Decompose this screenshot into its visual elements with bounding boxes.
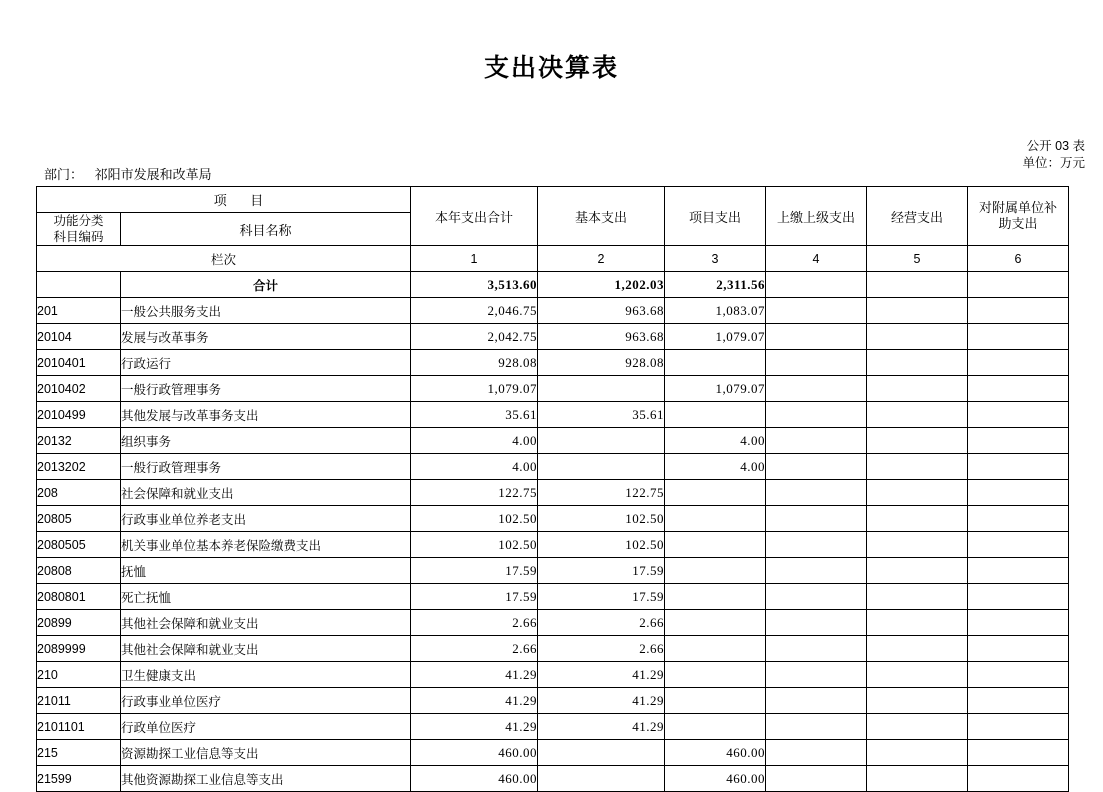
cell-function-code: 21599 (37, 766, 121, 792)
table-row (37, 662, 1069, 688)
cell-total: 41.29 (411, 688, 538, 714)
cell-project (665, 350, 766, 376)
cell-basic: 2.66 (538, 610, 665, 636)
rank-label: 栏次 (37, 246, 411, 272)
cell-remit-upper (766, 610, 867, 636)
cell-function-code: 20104 (37, 324, 121, 350)
table-row (37, 454, 1069, 480)
cell-project (665, 610, 766, 636)
cell-remit-upper (766, 636, 867, 662)
cell-subsidy (968, 766, 1069, 792)
cell-operating (867, 376, 968, 402)
table-row (37, 272, 1069, 298)
cell-total: 2,046.75 (411, 298, 538, 324)
table-row (37, 480, 1069, 506)
cell-operating (867, 610, 968, 636)
cell-operating (867, 740, 968, 766)
cell-operating (867, 714, 968, 740)
cell-function-code: 2010499 (37, 402, 121, 428)
cell-subject-name: 组织事务 (121, 428, 411, 454)
cell-basic (538, 740, 665, 766)
table-row (37, 298, 1069, 324)
table-row (37, 740, 1069, 766)
cell-subsidy (968, 610, 1069, 636)
table-row (37, 350, 1069, 376)
cell-function-code: 208 (37, 480, 121, 506)
cell-subject-name: 合计 (121, 272, 411, 298)
cell-remit-upper (766, 454, 867, 480)
header-col-function-code (37, 213, 121, 246)
cell-project (665, 480, 766, 506)
cell-basic: 17.59 (538, 584, 665, 610)
cell-function-code: 210 (37, 662, 121, 688)
cell-subsidy (968, 350, 1069, 376)
form-number: 公开 03 表 (1026, 139, 1085, 153)
cell-total: 460.00 (411, 740, 538, 766)
table-row (37, 532, 1069, 558)
cell-subsidy (968, 688, 1069, 714)
cell-function-code (37, 272, 121, 298)
cell-subject-name: 一般行政管理事务 (121, 454, 411, 480)
cell-operating (867, 454, 968, 480)
cell-subsidy (968, 480, 1069, 506)
cell-total: 2,042.75 (411, 324, 538, 350)
cell-subject-name: 其他资源勘探工业信息等支出 (121, 766, 411, 792)
cell-operating (867, 766, 968, 792)
cell-subject-name: 死亡抚恤 (121, 584, 411, 610)
cell-total: 4.00 (411, 428, 538, 454)
cell-remit-upper (766, 298, 867, 324)
cell-subject-name: 其他社会保障和就业支出 (121, 610, 411, 636)
cell-remit-upper (766, 584, 867, 610)
department-value: 祁阳市发展和改革局 (94, 167, 212, 182)
cell-basic: 963.68 (538, 298, 665, 324)
cell-subject-name: 卫生健康支出 (121, 662, 411, 688)
header-col-total: 本年支出合计 (411, 187, 538, 246)
cell-project: 4.00 (665, 454, 766, 480)
table-row (37, 558, 1069, 584)
cell-subject-name: 抚恤 (121, 558, 411, 584)
cell-basic: 41.29 (538, 714, 665, 740)
table-row (37, 766, 1069, 792)
expenditure-final-accounts-table (36, 186, 1069, 792)
cell-project: 460.00 (665, 740, 766, 766)
cell-total: 3,513.60 (411, 272, 538, 298)
cell-project: 4.00 (665, 428, 766, 454)
cell-basic (538, 766, 665, 792)
cell-remit-upper (766, 714, 867, 740)
cell-total: 41.29 (411, 662, 538, 688)
cell-total: 2.66 (411, 610, 538, 636)
cell-remit-upper (766, 428, 867, 454)
rank-2: 2 (538, 246, 665, 272)
table-row (37, 506, 1069, 532)
cell-total: 17.59 (411, 558, 538, 584)
cell-total: 928.08 (411, 350, 538, 376)
header-col-operating: 经营支出 (867, 187, 968, 246)
cell-subject-name: 资源勘探工业信息等支出 (121, 740, 411, 766)
table-row (37, 428, 1069, 454)
cell-total: 1,079.07 (411, 376, 538, 402)
cell-basic: 122.75 (538, 480, 665, 506)
cell-operating (867, 402, 968, 428)
cell-remit-upper (766, 662, 867, 688)
cell-function-code: 20808 (37, 558, 121, 584)
cell-operating (867, 532, 968, 558)
cell-operating (867, 558, 968, 584)
rank-4: 4 (766, 246, 867, 272)
cell-subsidy (968, 454, 1069, 480)
cell-basic: 928.08 (538, 350, 665, 376)
header-row-group (37, 187, 1069, 213)
header-group-project (37, 187, 411, 213)
rank-6: 6 (968, 246, 1069, 272)
cell-subsidy (968, 558, 1069, 584)
header-col-basic: 基本支出 (538, 187, 665, 246)
amount-unit-note: 单位：万元 (1022, 156, 1085, 170)
rank-3: 3 (665, 246, 766, 272)
cell-remit-upper (766, 558, 867, 584)
cell-subsidy (968, 636, 1069, 662)
cell-project: 1,079.07 (665, 324, 766, 350)
cell-project: 1,083.07 (665, 298, 766, 324)
cell-basic (538, 454, 665, 480)
cell-subject-name: 其他发展与改革事务支出 (121, 402, 411, 428)
cell-total: 4.00 (411, 454, 538, 480)
cell-subsidy (968, 662, 1069, 688)
cell-total: 460.00 (411, 766, 538, 792)
cell-function-code: 2013202 (37, 454, 121, 480)
cell-operating (867, 584, 968, 610)
page-title: 支出决算表 (483, 55, 619, 82)
cell-function-code: 215 (37, 740, 121, 766)
cell-basic: 17.59 (538, 558, 665, 584)
cell-operating (867, 350, 968, 376)
cell-subject-name: 其他社会保障和就业支出 (121, 636, 411, 662)
cell-function-code: 20132 (37, 428, 121, 454)
cell-basic: 2.66 (538, 636, 665, 662)
cell-basic (538, 376, 665, 402)
cell-basic (538, 428, 665, 454)
cell-function-code: 201 (37, 298, 121, 324)
cell-subsidy (968, 298, 1069, 324)
cell-total: 35.61 (411, 402, 538, 428)
cell-project (665, 688, 766, 714)
cell-basic: 102.50 (538, 532, 665, 558)
table-row (37, 636, 1069, 662)
cell-operating (867, 662, 968, 688)
cell-project (665, 662, 766, 688)
cell-operating (867, 480, 968, 506)
cell-total: 2.66 (411, 636, 538, 662)
cell-remit-upper (766, 324, 867, 350)
cell-subsidy (968, 584, 1069, 610)
header-col-subsidy-line1: 对附属单位补 (978, 200, 1057, 215)
department-label: 部门： (44, 167, 84, 182)
cell-remit-upper (766, 350, 867, 376)
cell-subject-name: 行政单位医疗 (121, 714, 411, 740)
cell-function-code: 2010401 (37, 350, 121, 376)
table-body (37, 187, 1069, 792)
cell-remit-upper (766, 766, 867, 792)
table-row (37, 714, 1069, 740)
table-row (37, 402, 1069, 428)
cell-subsidy (968, 324, 1069, 350)
rank-row (37, 246, 1069, 272)
header-col-function-code-line1: 功能分类 (53, 214, 104, 228)
cell-function-code: 20805 (37, 506, 121, 532)
cell-function-code: 2101101 (37, 714, 121, 740)
cell-operating (867, 506, 968, 532)
cell-subject-name: 一般行政管理事务 (121, 376, 411, 402)
cell-remit-upper (766, 740, 867, 766)
header-col-subsidy-affiliated (968, 187, 1069, 246)
cell-subsidy (968, 714, 1069, 740)
cell-remit-upper (766, 480, 867, 506)
cell-basic: 102.50 (538, 506, 665, 532)
cell-total: 102.50 (411, 506, 538, 532)
header-col-subject-name: 科目名称 (121, 213, 411, 246)
cell-subject-name: 行政事业单位医疗 (121, 688, 411, 714)
cell-subsidy (968, 506, 1069, 532)
cell-project (665, 506, 766, 532)
table-row (37, 376, 1069, 402)
header-col-project: 项目支出 (665, 187, 766, 246)
cell-project (665, 558, 766, 584)
cell-subsidy (968, 740, 1069, 766)
cell-remit-upper (766, 506, 867, 532)
cell-project (665, 714, 766, 740)
cell-remit-upper (766, 532, 867, 558)
cell-remit-upper (766, 272, 867, 298)
document-page (0, 48, 1103, 787)
cell-total: 41.29 (411, 714, 538, 740)
table-row (37, 688, 1069, 714)
cell-operating (867, 324, 968, 350)
cell-total: 102.50 (411, 532, 538, 558)
header-col-function-code-line2: 科目编码 (53, 230, 104, 244)
cell-function-code: 2080505 (37, 532, 121, 558)
cell-project (665, 636, 766, 662)
header-group-project-label: 项 目 (213, 193, 274, 208)
cell-operating (867, 272, 968, 298)
department-row (44, 164, 212, 183)
cell-function-code: 21011 (37, 688, 121, 714)
cell-subsidy (968, 402, 1069, 428)
cell-subsidy (968, 428, 1069, 454)
cell-function-code: 20899 (37, 610, 121, 636)
cell-function-code: 2089999 (37, 636, 121, 662)
cell-project: 460.00 (665, 766, 766, 792)
cell-project (665, 532, 766, 558)
cell-project (665, 584, 766, 610)
table-row (37, 584, 1069, 610)
cell-subsidy (968, 532, 1069, 558)
cell-remit-upper (766, 688, 867, 714)
table-row (37, 324, 1069, 350)
cell-operating (867, 428, 968, 454)
cell-basic: 963.68 (538, 324, 665, 350)
cell-remit-upper (766, 402, 867, 428)
rank-1: 1 (411, 246, 538, 272)
cell-subject-name: 一般公共服务支出 (121, 298, 411, 324)
cell-subject-name: 机关事业单位基本养老保险缴费支出 (121, 532, 411, 558)
cell-subject-name: 发展与改革事务 (121, 324, 411, 350)
cell-subject-name: 行政事业单位养老支出 (121, 506, 411, 532)
header-col-remit-upper: 上缴上级支出 (766, 187, 867, 246)
form-meta (1022, 138, 1085, 172)
cell-project: 1,079.07 (665, 376, 766, 402)
cell-operating (867, 298, 968, 324)
rank-5: 5 (867, 246, 968, 272)
cell-total: 17.59 (411, 584, 538, 610)
cell-project (665, 402, 766, 428)
cell-project: 2,311.56 (665, 272, 766, 298)
cell-subsidy (968, 272, 1069, 298)
cell-operating (867, 688, 968, 714)
cell-basic: 41.29 (538, 688, 665, 714)
cell-basic: 41.29 (538, 662, 665, 688)
cell-subsidy (968, 376, 1069, 402)
cell-remit-upper (766, 376, 867, 402)
cell-function-code: 2080801 (37, 584, 121, 610)
header-col-subsidy-line2: 助支出 (998, 216, 1038, 231)
cell-total: 122.75 (411, 480, 538, 506)
cell-subject-name: 行政运行 (121, 350, 411, 376)
table-row (37, 610, 1069, 636)
cell-basic: 1,202.03 (538, 272, 665, 298)
cell-basic: 35.61 (538, 402, 665, 428)
cell-subject-name: 社会保障和就业支出 (121, 480, 411, 506)
cell-operating (867, 636, 968, 662)
cell-function-code: 2010402 (37, 376, 121, 402)
